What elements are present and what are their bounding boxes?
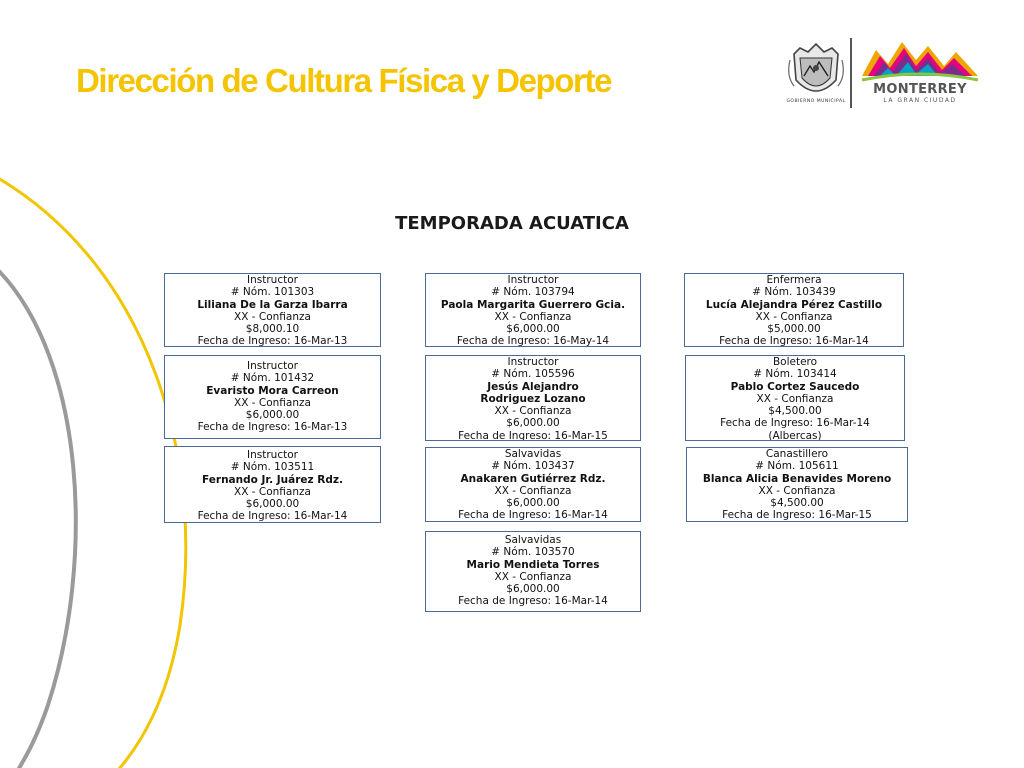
card-role: Canastillero <box>765 448 829 460</box>
card-role: Instructor <box>247 274 298 286</box>
card-employee-name: Liliana De la Garza Ibarra <box>197 298 348 311</box>
staff-card <box>686 447 908 522</box>
staff-card <box>685 355 905 441</box>
card-payroll-number: # Nóm. 103794 <box>491 286 575 299</box>
municipal-seal-icon <box>786 40 846 106</box>
card-employee-name: Blanca Alicia Benavides Moreno <box>702 472 892 485</box>
card-salary: $6,000.00 <box>245 498 300 511</box>
section-title: TEMPORADA ACUATICA <box>395 213 629 234</box>
card-role: Instructor <box>247 449 298 461</box>
yellow-arc <box>0 178 186 768</box>
city-name: MONTERREY <box>873 82 967 97</box>
staff-card <box>425 447 641 522</box>
card-contract-type: XX - Confianza <box>234 396 311 409</box>
card-contract-type: XX - Confianza <box>494 570 572 583</box>
staff-card <box>164 273 381 347</box>
card-salary: $6,000.00 <box>506 323 560 336</box>
logo-divider <box>850 38 852 108</box>
staff-card <box>425 531 641 612</box>
card-employee-name: Lucía Alejandra Pérez Castillo <box>705 298 883 311</box>
card-employee-name: Anakaren Gutiérrez Rdz. <box>460 472 606 485</box>
card-salary: $6,000.00 <box>506 497 560 510</box>
card-role: Instructor <box>247 360 298 372</box>
card-hire-date: Fecha de Ingreso: 16-Mar-14 <box>458 509 608 522</box>
card-payroll-number: # Nóm. 101303 <box>230 286 315 299</box>
card-hire-date: Fecha de Ingreso: 16-Mar-15 <box>458 429 608 441</box>
card-hire-date: Fecha de Ingreso: 16-Mar-13 <box>197 421 348 434</box>
card-role: Salvavidas <box>504 534 562 546</box>
city-tagline: LA GRAN CIUDAD <box>883 97 957 104</box>
seal-caption: GOBIERNO MUNICIPAL <box>786 99 846 104</box>
card-role: Salvavidas <box>504 448 562 460</box>
card-role: Boletero <box>772 356 818 368</box>
gray-arc <box>0 270 76 768</box>
card-payroll-number: # Nóm. 103570 <box>491 546 575 559</box>
staff-card <box>425 355 641 441</box>
card-payroll-number: # Nóm. 105596 <box>491 368 575 381</box>
card-payroll-number: # Nóm. 101432 <box>230 372 315 385</box>
card-employee-name: Paola Margarita Guerrero Gcia. <box>440 298 626 311</box>
card-salary: $4,500.00 <box>770 497 824 510</box>
card-hire-date: Fecha de Ingreso: 16-Mar-14 <box>197 510 348 523</box>
card-contract-type: XX - Confianza <box>494 484 572 497</box>
card-hire-date: Fecha de Ingreso: 16-Mar-14 <box>720 417 870 430</box>
staff-card <box>425 273 641 347</box>
card-hire-date: Fecha de Ingreso: 16-Mar-15 <box>722 509 872 522</box>
card-contract-type: XX - Confianza <box>756 392 834 405</box>
card-salary: $6,000.00 <box>506 417 560 430</box>
card-contract-type: XX - Confianza <box>234 310 311 323</box>
card-employee-name: Pablo Cortez Saucedo <box>730 380 860 393</box>
card-hire-date: Fecha de Ingreso: 16-Mar-13 <box>197 335 348 347</box>
staff-card <box>164 355 381 439</box>
card-payroll-number: # Nóm. 103511 <box>230 461 315 474</box>
card-payroll-number: # Nóm. 103439 <box>752 286 836 299</box>
monterrey-logo-icon <box>858 36 982 84</box>
card-payroll-number: # Nóm. 103414 <box>753 368 837 381</box>
card-role: Instructor <box>507 274 559 286</box>
card-contract-type: XX - Confianza <box>758 484 836 497</box>
card-role: Enfermera <box>766 274 822 286</box>
staff-card <box>684 273 904 347</box>
page-title: Dirección de Cultura Física y Deporte <box>76 62 612 99</box>
card-salary: $4,500.00 <box>768 405 822 418</box>
card-salary: $5,000.00 <box>767 323 821 336</box>
card-contract-type: XX - Confianza <box>494 310 572 323</box>
card-note: (Albercas) <box>768 429 822 441</box>
card-hire-date: Fecha de Ingreso: 16-Mar-14 <box>458 595 608 608</box>
card-salary: $8,000.10 <box>245 323 300 336</box>
card-contract-type: XX - Confianza <box>755 310 833 323</box>
card-role: Instructor <box>507 356 559 368</box>
card-employee-name: Fernando Jr. Juárez Rdz. <box>202 473 343 486</box>
card-contract-type: XX - Confianza <box>494 405 572 418</box>
card-hire-date: Fecha de Ingreso: 16-May-14 <box>456 335 610 347</box>
card-employee-name: Evaristo Mora Carreon <box>206 384 339 397</box>
card-employee-name: Jesús Alejandro Rodriguez Lozano <box>480 380 586 405</box>
card-salary: $6,000.00 <box>506 583 560 596</box>
card-payroll-number: # Nóm. 105611 <box>755 460 839 473</box>
card-salary: $6,000.00 <box>245 409 300 422</box>
card-employee-name: Mario Mendieta Torres <box>466 558 600 571</box>
card-hire-date: Fecha de Ingreso: 16-Mar-14 <box>719 335 869 347</box>
card-contract-type: XX - Confianza <box>234 485 311 498</box>
staff-card <box>164 446 381 523</box>
card-payroll-number: # Nóm. 103437 <box>491 460 575 473</box>
